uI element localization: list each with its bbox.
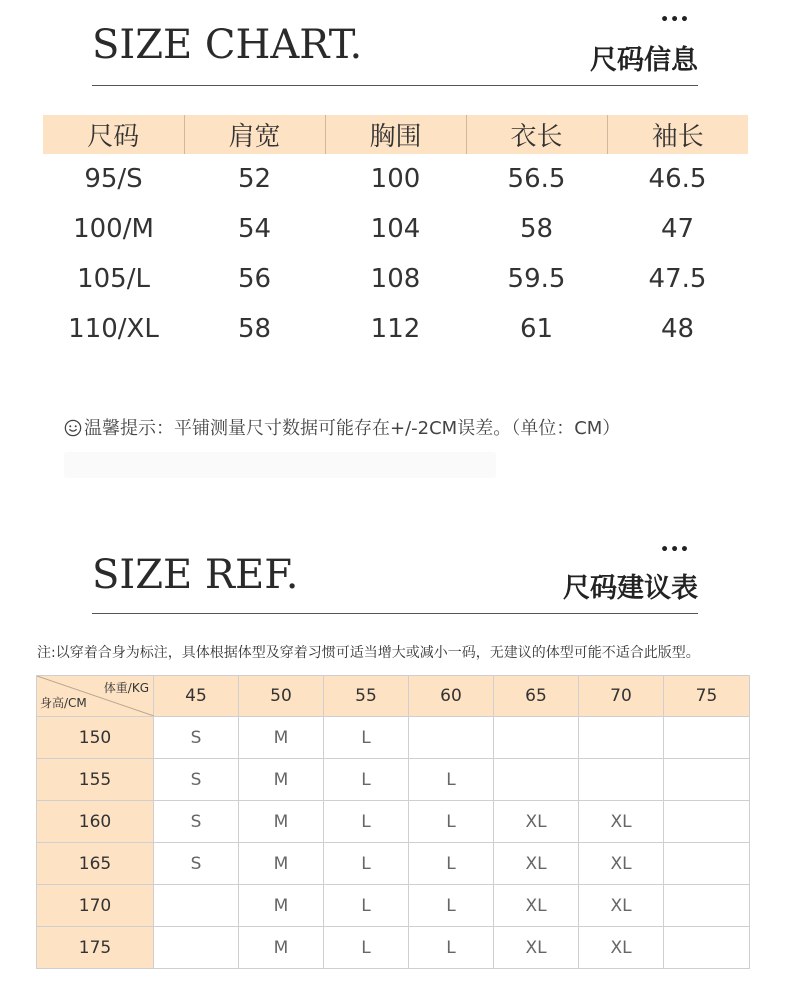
height-cell: 175: [37, 927, 154, 969]
header-divider: [92, 613, 698, 614]
size-cell: L: [409, 885, 494, 927]
table-cell: 100/M: [73, 214, 154, 244]
size-ref-table: [36, 675, 750, 969]
size-cell: [409, 717, 494, 759]
size-cell: L: [409, 843, 494, 885]
size-cell: XL: [494, 885, 579, 927]
table-cell: 108: [370, 264, 421, 294]
size-cell: L: [324, 717, 409, 759]
table-row: [37, 717, 750, 759]
size-cell: [494, 759, 579, 801]
size-cell: [664, 927, 750, 969]
size-ref-header: [92, 540, 698, 620]
table-cell: 110/XL: [68, 314, 159, 344]
table-cell: 95/S: [84, 164, 143, 194]
tip-text: 温馨提示：平铺测量尺寸数据可能存在+/-2CM误差。（单位：CM）: [84, 418, 621, 439]
weight-header: 65: [494, 676, 579, 717]
table-cell: 47.5: [648, 264, 707, 294]
size-cell: XL: [494, 927, 579, 969]
weight-header: 45: [154, 676, 239, 717]
size-cell: XL: [579, 801, 664, 843]
table-row: [37, 885, 750, 927]
size-cell: [664, 843, 750, 885]
height-axis-label: 身高/CM: [40, 696, 87, 710]
height-cell: 150: [37, 717, 154, 759]
size-cell: XL: [579, 843, 664, 885]
size-chart-header: [92, 10, 698, 90]
table-cell: 105/L: [77, 264, 150, 294]
size-cell: L: [409, 759, 494, 801]
size-cell: M: [239, 885, 324, 927]
size-ref-note: 注:以穿着合身为标注，具体根据体型及穿着习惯可适当增大或减小一码，无建议的体型可能不适合此版型。: [37, 645, 700, 661]
size-cell: [154, 885, 239, 927]
size-cell: L: [324, 759, 409, 801]
size-cell: S: [154, 801, 239, 843]
height-cell: 160: [37, 801, 154, 843]
size-cell: M: [239, 927, 324, 969]
size-cell: [154, 927, 239, 969]
size-cell: [494, 717, 579, 759]
measurement-tip: [64, 414, 620, 440]
size-cell: [664, 717, 750, 759]
table-row: [43, 254, 748, 304]
size-cell: XL: [494, 801, 579, 843]
table-cell: 59.5: [507, 264, 566, 294]
size-ref-subtitle: 尺码建议表: [563, 573, 698, 604]
table-row: [43, 304, 748, 354]
more-dots-icon: •••: [660, 542, 690, 558]
size-cell: M: [239, 843, 324, 885]
column-header: 尺码: [43, 115, 184, 154]
size-chart-header-row: [43, 115, 748, 154]
weight-header: 50: [239, 676, 324, 717]
table-row: [37, 843, 750, 885]
size-cell: L: [324, 927, 409, 969]
size-ref-title: SIZE REF.: [92, 552, 299, 598]
table-cell: 54: [237, 214, 272, 244]
size-chart-subtitle: 尺码信息: [590, 45, 698, 76]
weight-header: 75: [664, 676, 750, 717]
column-header: 袖长: [607, 115, 748, 154]
size-cell: M: [239, 717, 324, 759]
size-cell: S: [154, 717, 239, 759]
table-cell: 58: [519, 214, 554, 244]
table-cell: 47: [660, 214, 695, 244]
table-cell: 48: [660, 314, 695, 344]
size-cell: [579, 717, 664, 759]
table-row: [37, 801, 750, 843]
size-cell: XL: [579, 927, 664, 969]
table-row: [37, 927, 750, 969]
table-cell: 58: [237, 314, 272, 344]
table-cell: 46.5: [648, 164, 707, 194]
table-cell: 61: [519, 314, 554, 344]
table-row: [43, 154, 748, 204]
weight-axis-label: 体重/KG: [103, 681, 149, 695]
table-row: [43, 204, 748, 254]
weight-header: 70: [579, 676, 664, 717]
size-cell: L: [409, 927, 494, 969]
weight-header: 55: [324, 676, 409, 717]
size-cell: L: [324, 885, 409, 927]
weight-header-row: [37, 676, 750, 717]
table-cell: 56.5: [507, 164, 566, 194]
size-cell: L: [324, 843, 409, 885]
size-cell: [664, 801, 750, 843]
column-header: 胸围: [325, 115, 466, 154]
table-cell: 112: [370, 314, 421, 344]
smiley-icon: [64, 419, 82, 437]
size-cell: XL: [579, 885, 664, 927]
size-chart-table: [43, 115, 748, 354]
height-cell: 165: [37, 843, 154, 885]
size-cell: L: [409, 801, 494, 843]
size-cell: L: [324, 801, 409, 843]
size-cell: S: [154, 843, 239, 885]
table-cell: 56: [237, 264, 272, 294]
height-cell: 155: [37, 759, 154, 801]
size-cell: M: [239, 801, 324, 843]
column-header: 肩宽: [184, 115, 325, 154]
table-cell: 100: [370, 164, 421, 194]
weight-header: 60: [409, 676, 494, 717]
size-cell: XL: [494, 843, 579, 885]
size-cell: M: [239, 759, 324, 801]
header-divider: [92, 85, 698, 86]
column-header: 衣长: [466, 115, 607, 154]
faded-text-bar: [64, 452, 496, 478]
table-row: [37, 759, 750, 801]
more-dots-icon: •••: [660, 12, 690, 28]
size-cell: [664, 885, 750, 927]
size-cell: [664, 759, 750, 801]
size-chart-title: SIZE CHART.: [92, 22, 363, 68]
size-cell: [579, 759, 664, 801]
size-cell: S: [154, 759, 239, 801]
table-cell: 104: [370, 214, 421, 244]
height-cell: 170: [37, 885, 154, 927]
corner-cell: [37, 676, 154, 717]
size-ref-body: [37, 717, 750, 969]
table-cell: 52: [237, 164, 272, 194]
